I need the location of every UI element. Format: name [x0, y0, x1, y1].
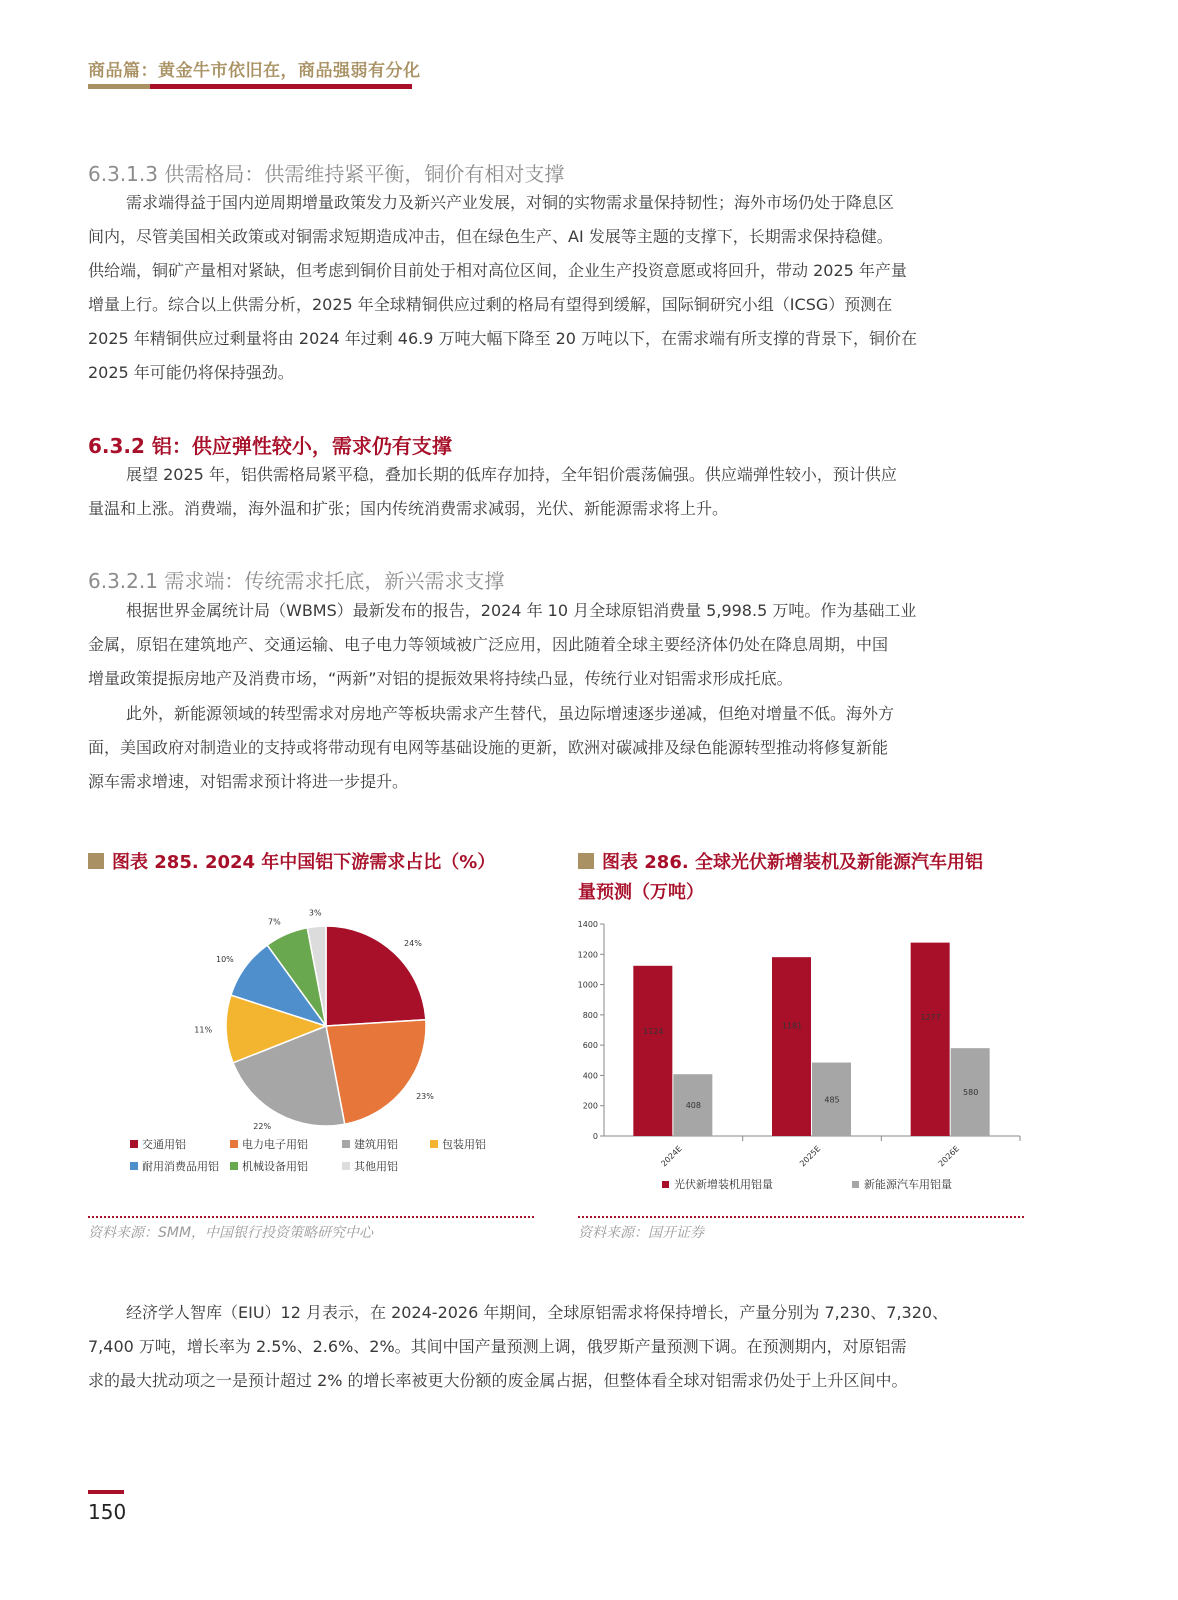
figure-marker — [578, 853, 594, 869]
figure-286-source: 资料来源：国开证券 — [578, 1225, 704, 1241]
pie-legend-item — [230, 1158, 308, 1174]
y-tick-label: 400 — [582, 1071, 598, 1081]
section-heading-632: 6.3.2 铝：供应弹性较小，需求仍有支撑 — [88, 434, 452, 458]
section-heading-6313: 6.3.1.3 供需格局：供需维持紧平衡，铜价有相对支撑 — [88, 162, 565, 186]
legend-label: 包装用铝 — [442, 1138, 486, 1151]
y-tick-label: 1000 — [577, 980, 598, 990]
section-heading-6321: 6.3.2.1 需求端：传统需求托底，新兴需求支撑 — [88, 569, 505, 593]
pie-legend — [130, 1136, 550, 1176]
legend-label: 建筑用铝 — [354, 1138, 398, 1151]
legend-swatch — [430, 1140, 438, 1148]
page-number-rule — [88, 1490, 124, 1494]
figure-285-source: 资料来源：SMM，中国银行投资策略研究中心 — [88, 1225, 374, 1241]
bar-data-label: 485 — [824, 1095, 840, 1105]
paragraph-demand-new-energy: 此外，新能源领域的转型需求对房地产等板块需求产生替代，虽边际增速逐步递减，但绝对增量不低。海外方 面，美国政府对制造业的支持或将带动现有电网等基础设施的更新，欧洲对碳减排及绿色能源转型推动将修复新能 源车需求增速，对铝需求预计将进一步提升。 — [88, 704, 895, 791]
figure-286-divider — [578, 1216, 1024, 1218]
pie-data-label: 24% — [404, 938, 422, 948]
pie-data-label: 10% — [215, 954, 234, 964]
bar-chart — [570, 910, 1030, 1200]
header-title: 商品篇：黄金牛市依旧在，商品强弱有分化 — [88, 61, 421, 81]
legend-label: 新能源汽车用铝量 — [864, 1178, 952, 1191]
legend-label: 电力电子用铝 — [242, 1138, 308, 1151]
figure-286-title: 图表 286. 全球光伏新增装机及新能源汽车用铝 量预测（万吨） — [578, 852, 983, 903]
legend-label: 交通用铝 — [142, 1138, 186, 1151]
pie-data-label: 7% — [268, 917, 281, 927]
bar-data-label: 408 — [685, 1101, 701, 1111]
pie-data-label: 11% — [194, 1025, 213, 1035]
paragraph-aluminum-outlook: 展望 2025 年，铝供需格局紧平稳，叠加长期的低库存加持，全年铝价震荡偏强。供应端弹性较小，预计供应 量温和上涨。消费端，海外温和扩张；国内传统消费需求减弱，光伏、新能源需求将上升。 — [88, 465, 897, 518]
pie-legend-item — [130, 1136, 186, 1152]
legend-swatch — [130, 1140, 138, 1148]
x-tick-label: 2026E — [936, 1144, 962, 1169]
figure-marker — [88, 853, 104, 869]
legend-swatch — [342, 1140, 350, 1148]
pie-legend-item — [430, 1136, 486, 1152]
legend-swatch — [662, 1181, 669, 1188]
bar — [911, 943, 950, 1136]
pie-data-label: 3% — [308, 908, 322, 918]
bar-data-label: 1124 — [643, 1026, 664, 1036]
legend-label: 机械设备用铝 — [242, 1160, 308, 1173]
paragraph-eiu-forecast: 经济学人智库（EIU）12 月表示，在 2024-2026 年期间，全球原铝需求将保持增长，产量分别为 7,230、7,320、 7,400 万吨，增长率为 2.5%、2.6%、2%。其间中国产量预测上调，俄罗斯产量预测下调。在预测期内，对原铝需 求的最大扰动项之一是预计超过 2% 的增长率被更大份额的废金属占据，但整体看全球对铝需求仍处于上升区间中。 — [88, 1303, 949, 1390]
pie-chart — [88, 900, 538, 1140]
header-rule-red — [150, 84, 412, 89]
legend-label: 其他用铝 — [354, 1160, 398, 1173]
pie-data-label: 23% — [416, 1091, 434, 1101]
x-tick-label: 2024E — [659, 1144, 684, 1169]
paragraph-copper-supply-demand: 需求端得益于国内逆周期增量政策发力及新兴产业发展，对铜的实物需求量保持韧性；海外市场仍处于降息区 间内，尽管美国相关政策或对铜需求短期造成冲击，但在绿色生产、AI 发展等主题的支撑下，长期需求保持稳健。 供给端，铜矿产量相对紧缺，但考虑到铜价目前处于相对高位区间，企业生产投资意愿或将回升，带动 2025 年产量 增量上行。综合以上供需分析，2025 年全球精铜供应过剩的格局有望得到缓解，国际铜研究小组（ICSG）预测在 2025 年精铜供应过剩量将由 2024 年过剩 46.9 万吨大幅下降至 20 万吨以下，在需求端有所支撑的背景下，铜价在 2025 年可能仍将保持强劲。 — [88, 193, 918, 382]
legend-label: 光伏新增装机用铝量 — [674, 1178, 773, 1191]
legend-swatch — [342, 1162, 350, 1170]
bar — [633, 966, 672, 1136]
bar — [772, 957, 811, 1136]
bar-data-label: 580 — [963, 1088, 979, 1098]
pie-legend-item — [342, 1136, 398, 1152]
y-tick-label: 800 — [582, 1010, 598, 1020]
y-tick-label: 1200 — [577, 950, 598, 960]
pie-legend-item — [342, 1158, 398, 1174]
figure-285-title: 图表 285. 2024 年中国铝下游需求占比（%） — [88, 848, 538, 878]
legend-swatch — [130, 1162, 138, 1170]
pie-data-label: 22% — [253, 1121, 272, 1131]
x-tick-label: 2025E — [798, 1144, 823, 1169]
y-tick-label: 600 — [582, 1041, 598, 1051]
y-tick-label: 1400 — [577, 920, 598, 929]
legend-swatch — [852, 1181, 859, 1188]
y-tick-label: 0 — [592, 1132, 598, 1141]
bar-data-label: 1181 — [781, 1021, 803, 1031]
legend-label: 耐用消费品用铝 — [142, 1160, 219, 1173]
header-rule-gold — [88, 84, 150, 89]
legend-swatch — [230, 1162, 238, 1170]
bar-data-label: 1277 — [920, 1012, 941, 1022]
legend-swatch — [230, 1140, 238, 1148]
pie-legend-item — [130, 1158, 219, 1174]
y-tick-label: 200 — [582, 1101, 598, 1111]
pie-legend-item — [230, 1136, 308, 1152]
paragraph-demand-wbms: 根据世界金属统计局（WBMS）最新发布的报告，2024 年 10 月全球原铝消费量 5,998.5 万吨。作为基础工业 金属，原铝在建筑地产、交通运输、电子电力等领域被广泛应用，因此随着全球主要经济体仍处在降息周期，中国 增量政策提振房地产及消费市场，“两新”对铝的提振效果将持续凸显，传统行业对铝需求形成托底。 — [88, 601, 917, 688]
page-number: 150 — [88, 1500, 127, 1524]
figure-285-divider — [88, 1216, 534, 1218]
